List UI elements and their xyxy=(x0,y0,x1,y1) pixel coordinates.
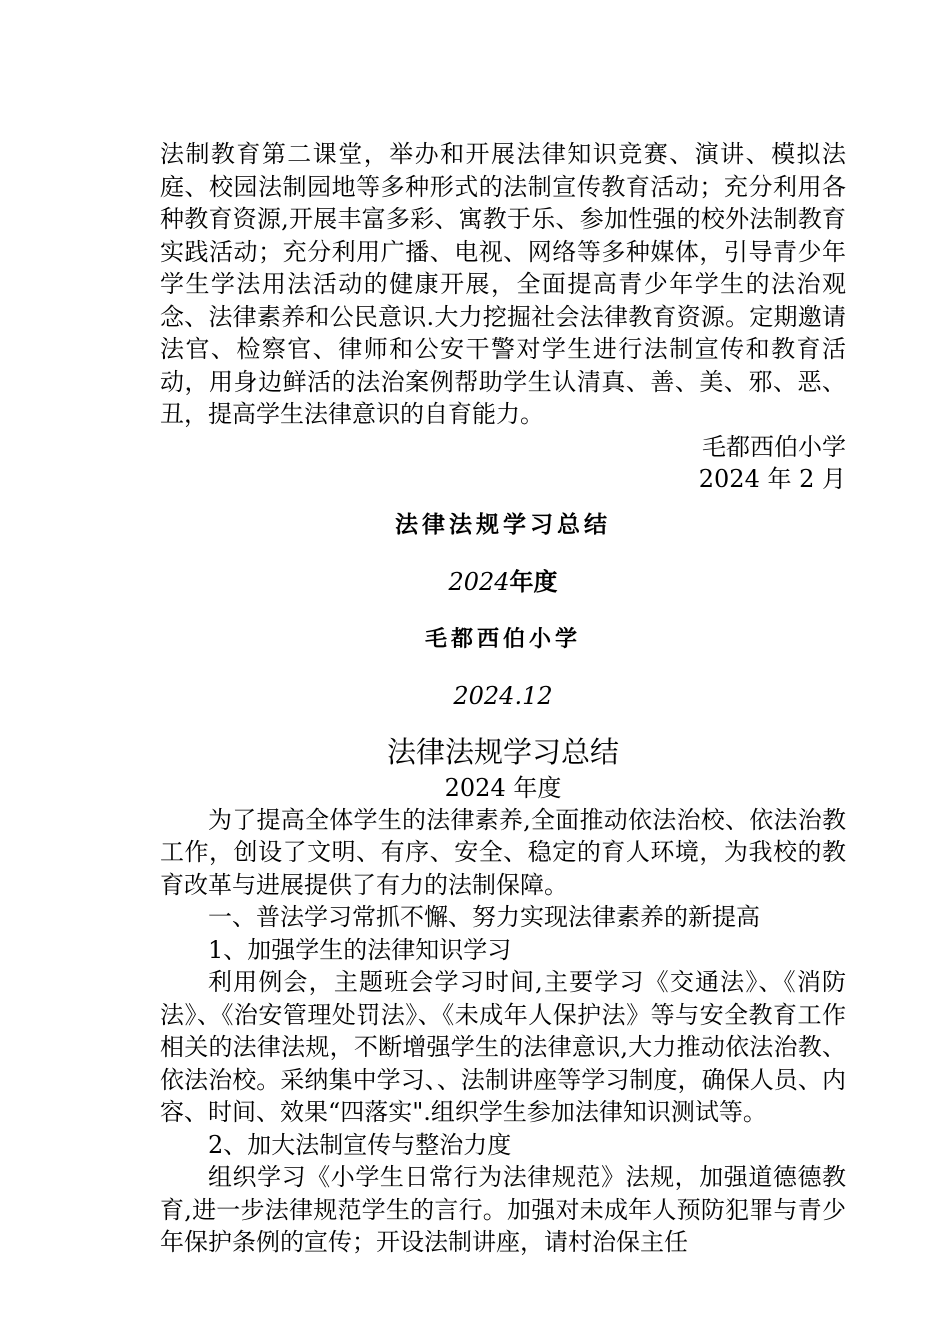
section-heading: 一、普法学习常抓不懈、努力实现法律素养的新提高 xyxy=(208,903,760,931)
cover-school: 毛都西伯小学 xyxy=(424,625,581,652)
report-paragraph: 组织学习《小学生日常行为法律规范》法规，加强道德德教育,进一步法律规范学生的言行。加强对未成年人预防犯罪与青少年保护条例的宣传；开设法制讲座，请村治保主任 xyxy=(160,1163,846,1256)
intro-paragraph: 法制教育第二课堂，举办和开展法律知识竞赛、演讲、模拟法庭、校园法制园地等多种形式的法制宣传教育活动；充分利用各种教育资源,开展丰富多彩、寓教于乐、参加性强的校外法制教育实践活动；充分利用广播、电视、网络等多种媒体，引导青少年学生学法用法活动的健康开展，全面提高青少年学生的法治观念、法律素养和公民意识.大力挖掘社会法律教育资源。定期邀请法官、检察官、律师和公安干警对学生进行法制宣传和教育活动，用身边鲜活的法治案例帮助学生认清真、善、美、邪、恶、丑，提高学生法律意识的自育能力。 xyxy=(160,140,846,428)
report-paragraph: 利用例会，主题班会学习时间,主要学习《交通法》、《消防法》、《治安管理处罚法》、《未成年人保护法》等与安全教育工作相关的法律法规，不断增强学生的法律意识,大力推动依法治教、依法治校。采纳集中学习、、法制讲座等学习制度，确保人员、内容、时间、效果“四落实".组织学生参加法律知识测试等。 xyxy=(160,968,846,1126)
subsection-heading: 1、加强学生的法律知识学习 xyxy=(208,935,512,964)
cover-year xyxy=(160,566,846,598)
report-year: 2024 年度 xyxy=(444,773,562,802)
report-section xyxy=(160,732,846,1259)
signature-date: 2024 年 2 月 xyxy=(698,464,846,493)
cover-section xyxy=(160,509,846,712)
cover-year-number: 2024 xyxy=(448,567,510,596)
subsection-heading: 2、加大法制宣传与整治力度 xyxy=(208,1130,512,1159)
cover-title: 法律法规学习总结 xyxy=(395,510,611,538)
cover-year-suffix: 年度 xyxy=(509,566,558,596)
document-page xyxy=(160,138,846,1259)
signature-school: 毛都西伯小学 xyxy=(702,432,846,461)
report-paragraph: 为了提高全体学生的法律素养,全面推动依法治校、依法治教工作，创设了文明、有序、安全、稳定的育人环境，为我校的教育改革与进展提供了有力的法制保障。 xyxy=(160,805,846,899)
signature-block xyxy=(160,431,846,495)
report-title: 法律法规学习总结 xyxy=(386,734,619,769)
cover-date: 2024.12 xyxy=(453,681,553,710)
